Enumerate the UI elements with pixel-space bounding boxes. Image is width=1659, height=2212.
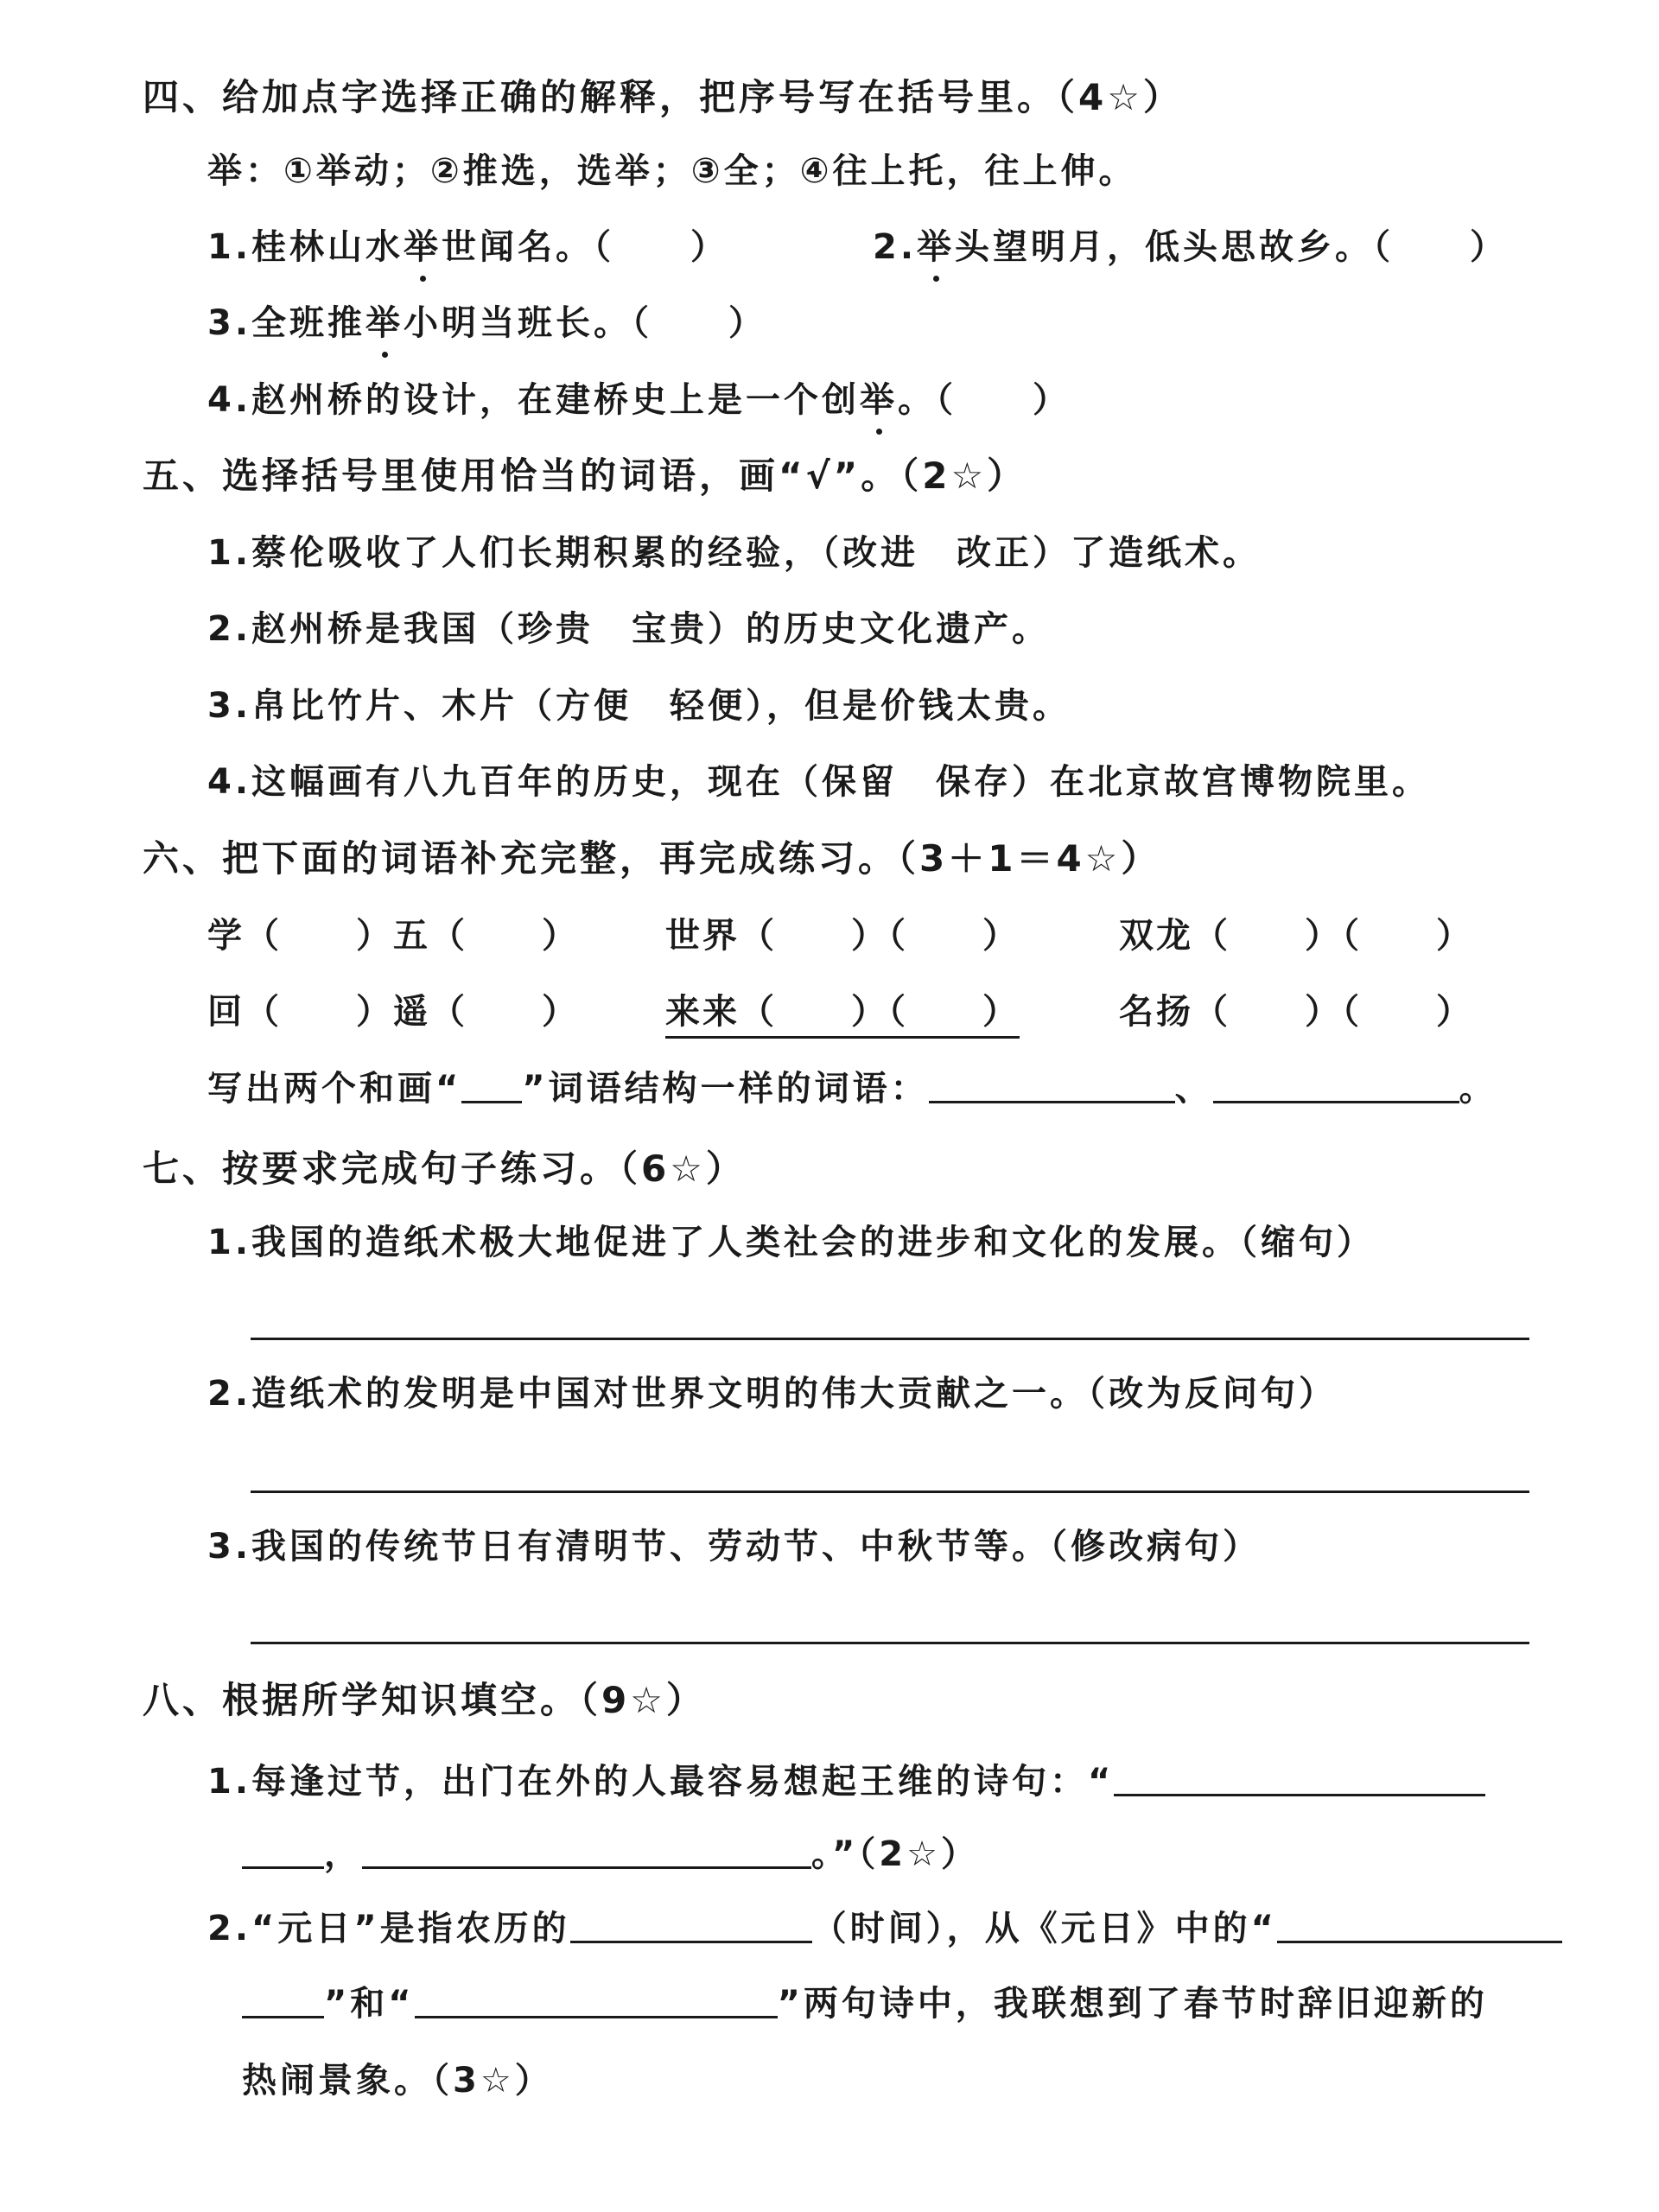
section-5-question-3: 3.帛比竹片、木片（方便 轻便），但是价钱太贵。: [207, 686, 1071, 726]
q1-comma: ，: [324, 1834, 362, 1874]
q4-text-a: 4.赵州桥的设计，在建桥史上是一个创: [207, 380, 861, 420]
word-item-5-underlined: 来来（ ）（ ）: [665, 988, 1020, 1039]
q1-text-b: 世闻名。（ ）: [442, 227, 729, 267]
q1-text-a: 1.桂林山水: [207, 227, 404, 267]
section-6-title: 六、把下面的词语补充完整，再完成练习。（3＋1＝4☆）: [143, 837, 1161, 880]
answer-blank-2[interactable]: [1213, 1066, 1459, 1103]
answer-blank-1[interactable]: [929, 1066, 1175, 1103]
q2-text-d: ”两句诗中，我联想到了春节时辞旧迎新的: [777, 1984, 1488, 2024]
word-item-4: 回（ ）遥（ ）: [207, 992, 579, 1032]
section-5-title: 五、选择括号里使用恰当的词语，画“√”。（2☆）: [143, 454, 1027, 497]
section-8-question-2-cont: [242, 1980, 1488, 2028]
q1-text-a: 1.每逢过节，出门在外的人最容易想起王维的诗句：“: [207, 1762, 1115, 1802]
section-4-title: 四、给加点字选择正确的解释，把序号写在括号里。（4☆）: [143, 76, 1183, 118]
q2-text-b: 头望明月，低头思故乡。（ ）: [955, 227, 1509, 267]
section-5-question-2: 2.赵州桥是我国（珍贵 宝贵）的历史文化遗产。: [207, 609, 1051, 649]
answer-line-2[interactable]: [251, 1491, 1529, 1493]
q1-text-c: 。”（2☆）: [811, 1834, 979, 1874]
answer-line-3[interactable]: [251, 1642, 1529, 1644]
task-end: 。: [1459, 1069, 1497, 1109]
dotted-char: 举: [917, 223, 955, 271]
poem-line-blank-1[interactable]: [1277, 1906, 1562, 1943]
section-6-task: [207, 1065, 1497, 1113]
time-blank[interactable]: [570, 1906, 812, 1943]
section-5-question-4: 4.这幅画有八九百年的历史，现在（保留 保存）在北京故宫博物院里。: [207, 762, 1431, 802]
poem-line-blank-2[interactable]: [242, 1981, 324, 2018]
task-separator: 、: [1174, 1069, 1213, 1109]
section-8-question-1-cont: [242, 1830, 979, 1878]
dotted-char: 举: [404, 223, 442, 271]
section-4-question-1: [207, 223, 728, 271]
poem-blank-1[interactable]: [1114, 1759, 1485, 1796]
word-item-6: 名扬（ ）（ ）: [1119, 992, 1473, 1032]
poem-blank-2[interactable]: [242, 1832, 324, 1869]
word-item-2: 世界（ ）（ ）: [665, 916, 1020, 956]
dotted-char: 举: [365, 299, 404, 347]
section-4-options: 举：①举动；②推选，选举；③全；④往上托，往上伸。: [207, 151, 1137, 191]
section-8-title: 八、根据所学知识填空。（9☆）: [143, 1679, 706, 1721]
q2-text-a: 2.: [873, 227, 918, 267]
q3-text-b: 小明当班长。（ ）: [404, 303, 767, 343]
section-7-question-2: 2.造纸术的发明是中国对世界文明的伟大贡献之一。（改为反问句）: [207, 1374, 1338, 1414]
poem-line-blank-3[interactable]: [415, 1981, 778, 2018]
section-4-question-4: [207, 376, 1071, 424]
q4-text-b: 。（ ）: [898, 380, 1071, 420]
task-text-b: ”词语结构一样的词语：: [522, 1069, 929, 1109]
answer-line-1[interactable]: [251, 1338, 1529, 1340]
section-7-question-1: 1.我国的造纸术极大地促进了人类社会的进步和文化的发展。（缩句）: [207, 1223, 1376, 1262]
section-8-question-1: [207, 1758, 1485, 1806]
section-7-title: 七、按要求完成句子练习。（6☆）: [143, 1147, 746, 1190]
q3-text-a: 3.全班推: [207, 303, 366, 343]
sample-underline: [461, 1066, 522, 1103]
section-8-question-2-end: 热闹景象。（3☆）: [242, 2061, 553, 2101]
section-4-question-3: [207, 299, 766, 347]
q2-text-c: ”和“: [324, 1984, 415, 2024]
q2-text-b: （时间），从《元日》中的“: [811, 1909, 1277, 1948]
section-4-question-2: [873, 223, 1508, 271]
section-7-question-3: 3.我国的传统节日有清明节、劳动节、中秋节等。（修改病句）: [207, 1527, 1262, 1567]
q2-text-a: 2.“元日”是指农历的: [207, 1909, 570, 1948]
word-item-3: 双龙（ ）（ ）: [1119, 916, 1473, 956]
section-8-question-2: [207, 1904, 1562, 1953]
section-5-question-1: 1.蔡伦吸收了人们长期积累的经验，（改进 改正）了造纸术。: [207, 533, 1262, 573]
dotted-char: 举: [860, 376, 898, 424]
word-item-1: 学（ ）五（ ）: [207, 916, 579, 956]
poem-blank-3[interactable]: [362, 1832, 811, 1869]
task-text-a: 写出两个和画“: [207, 1069, 462, 1109]
